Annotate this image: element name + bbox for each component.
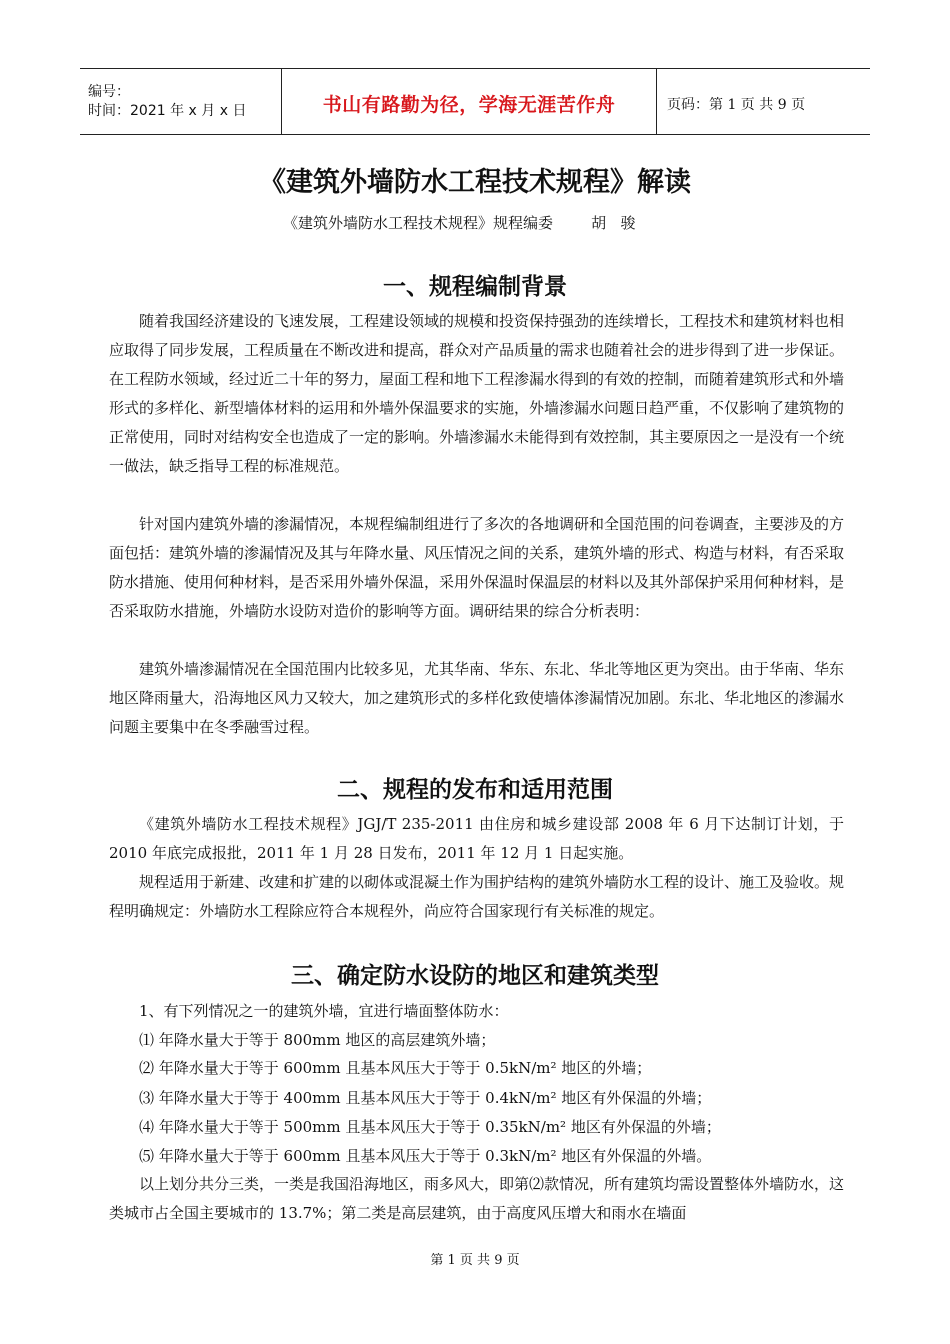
header-motto: 书山有路勤为径，学海无涯苦作舟 (322, 94, 616, 116)
condition-item-3: ⑶ 年降水量大于等于 400mm 且基本风压大于等于 0.4kN/m² 地区有外保温的外墙； (139, 1089, 712, 1107)
section-2-paragraph-2: 规程适用于新建、改建和扩建的以砌体或混凝土作为围护结构的建筑外墙防水工程的设计、施工及验收。规程明确规定：外墙防水工程除应符合本规程外，尚应符合国家现行有关标准的规定。 (109, 873, 845, 920)
section-3-intro: 1、有下列情况之一的建筑外墙，宜进行墙面整体防水： (139, 1002, 509, 1020)
section-3-closing-paragraph: 以上划分共分三类，一类是我国沿海地区，雨多风大，即第⑵款情况，所有建筑均需设置整体外墙防水，这类城市占全国主要城市的 13.7%；第二类是高层建筑，由于高度风压增大和雨水在墙面 (109, 1175, 845, 1222)
condition-item-5: ⑸ 年降水量大于等于 600mm 且基本风压大于等于 0.3kN/m² 地区有外保温的外墙。 (139, 1147, 712, 1165)
document-title: 《建筑外墙防水工程技术规程》解读 (259, 167, 691, 198)
condition-item-4: ⑷ 年降水量大于等于 500mm 且基本风压大于等于 0.35kN/m² 地区有外保温的外墙； (139, 1118, 721, 1136)
section-1-paragraph-2: 针对国内建筑外墙的渗漏情况，本规程编制组进行了多次的各地调研和全国范围的问卷调查，主要涉及的方面包括：建筑外墙的渗漏情况及其与年降水量、风压情况之间的关系，建筑外墙的形式、构造与材料，有否采取防水措施、使用何种材料，是否采用外墙外保温，采用外保温时保温层的材料以及其外部保护采用何种材料，是否采取防水措施，外墙防水设防对造价的影响等方面。调研结果的综合分析表明： (109, 515, 845, 620)
section-2-paragraph-1: 《建筑外墙防水工程技术规程》JGJ/T 235-2011 由住房和城乡建设部 2008 年 6 月下达制订计划，于 2010 年底完成报批，2011 年 1 月 28 日发布，2011 年 12 月 1 日起实施。 (109, 815, 844, 862)
document-number-label: 编号： (88, 83, 130, 100)
header-page-code: 页码：第 1 页 共 9 页 (667, 96, 806, 113)
condition-item-2: ⑵ 年降水量大于等于 600mm 且基本风压大于等于 0.5kN/m² 地区的外墙； (139, 1059, 652, 1077)
section-1-paragraph-1: 随着我国经济建设的飞速发展，工程建设领域的规模和投资保持强劲的连续增长，工程技术和建筑材料也相应取得了同步发展，工程质量在不断改进和提高，群众对产品质量的需求也随着社会的进步得到了进一步保证。在工程防水领域，经过近二十年的努力，屋面工程和地下工程渗漏水得到的有效的控制，而随着建筑形式和外墙形式的多样化、新型墙体材料的运用和外墙外保温要求的实施，外墙渗漏水问题日趋严重，不仅影响了建筑物的正常使用，同时对结构安全也造成了一定的影响。外墙渗漏水未能得到有效控制，其主要原因之一是没有一个统一做法，缺乏指导工程的标准规范。 (109, 312, 845, 475)
section-1-paragraph-3: 建筑外墙渗漏情况在全国范围内比较多见，尤其华南、华东、东北、华北等地区更为突出。由于华南、华东地区降雨量大，沿海地区风力又较大，加之建筑形式的多样化致使墙体渗漏情况加剧。东北、华北地区的渗漏水问题主要集中在冬季融雪过程。 (109, 660, 845, 736)
header-table (80, 68, 870, 135)
document-time: 时间：2021 年 x 月 x 日 (88, 102, 247, 119)
condition-item-1: ⑴ 年降水量大于等于 800mm 地区的高层建筑外墙； (139, 1031, 496, 1049)
header-left-cell (80, 69, 281, 134)
page-footer: 第 1 页 共 9 页 (430, 1253, 520, 1268)
author-line: 《建筑外墙防水工程技术规程》规程编委 胡 骏 (283, 214, 636, 232)
section-heading-1: 一、规程编制背景 (383, 274, 567, 300)
header-page-cell (657, 69, 870, 134)
section-heading-2: 二、规程的发布和适用范围 (337, 777, 613, 803)
header-motto-cell (281, 69, 657, 134)
section-heading-3: 三、确定防水设防的地区和建筑类型 (291, 963, 659, 989)
